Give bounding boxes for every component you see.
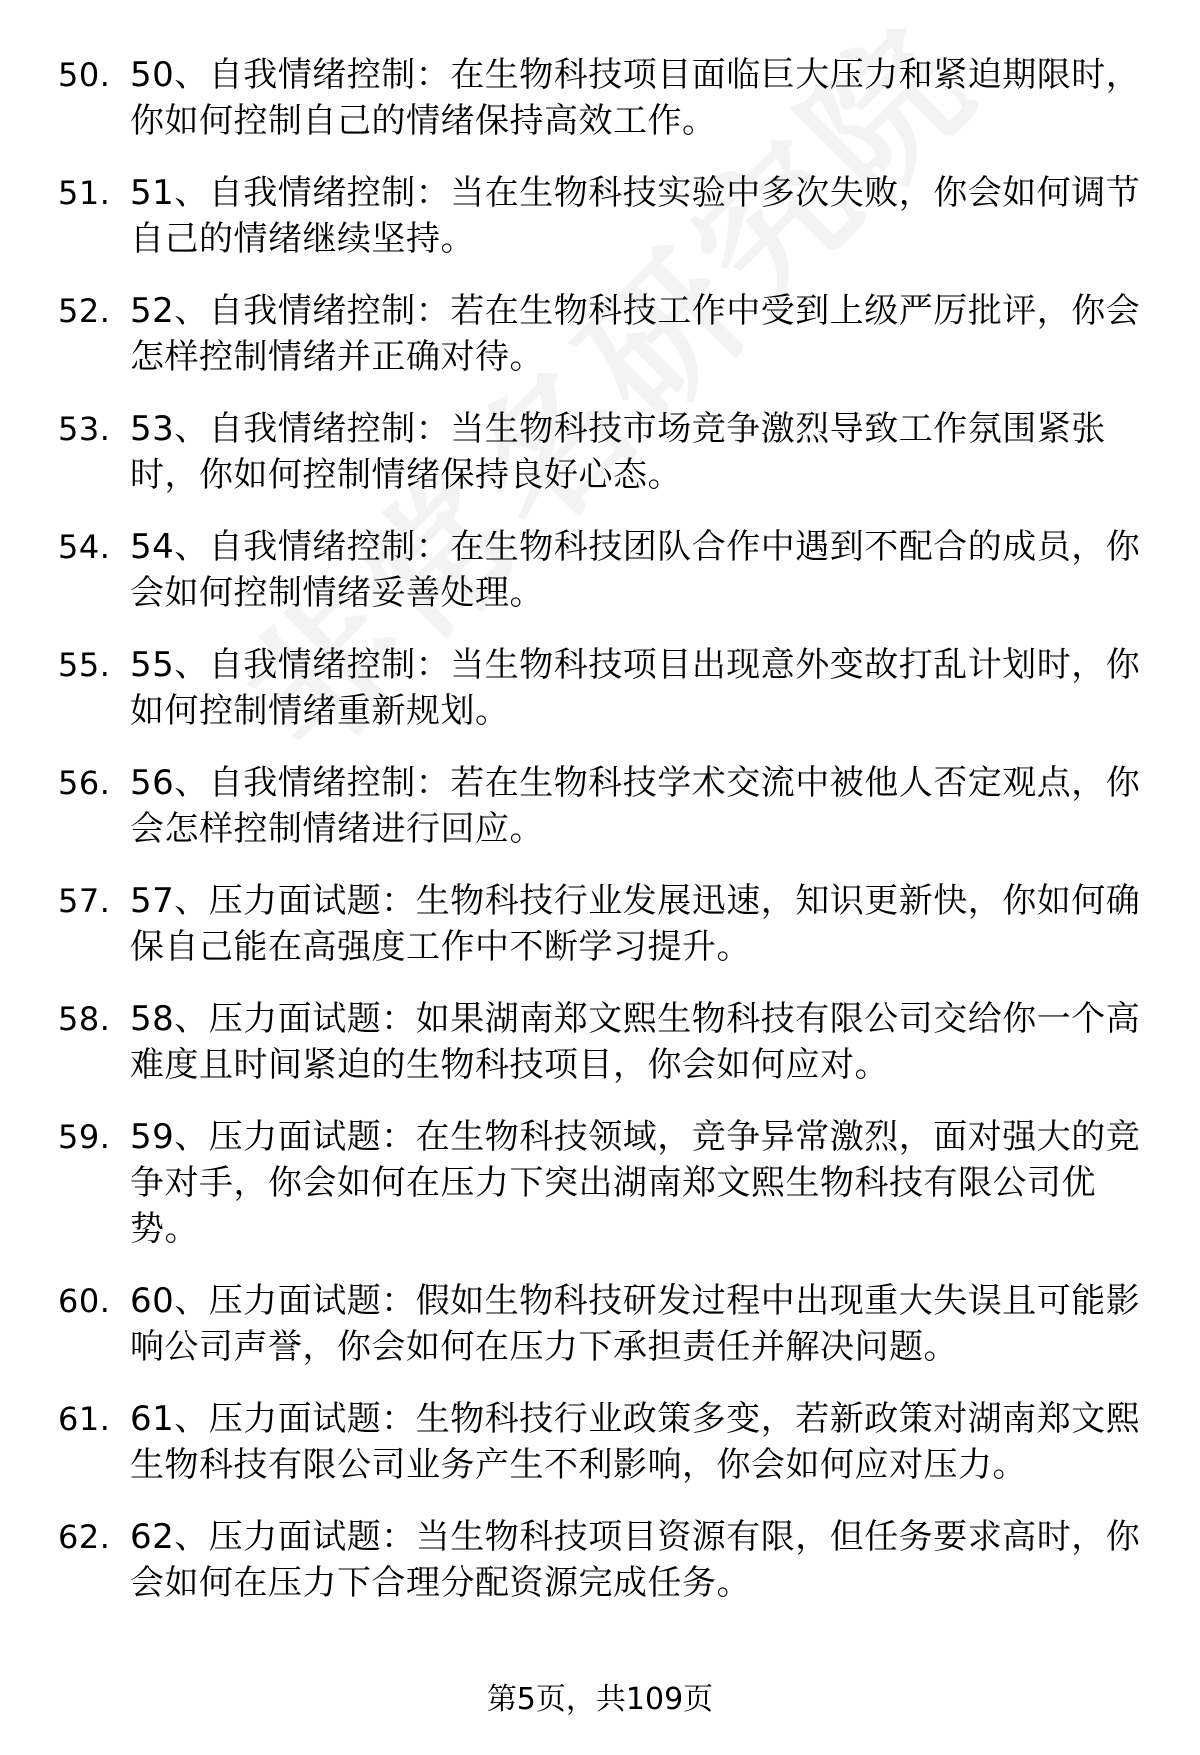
item-text: 56、自我情绪控制：若在生物科技学术交流中被他人否定观点，你会怎样控制情绪进行回应。 (130, 763, 1141, 849)
item-number: 50. (58, 56, 111, 94)
item-text: 59、压力面试题：在生物科技领域，竞争异常激烈，面对强大的竞争对手，你会如何在压力下突出湖南郑文熙生物科技有限公司优势。 (130, 1117, 1141, 1249)
item-number: 53. (58, 410, 111, 448)
item-number: 61. (58, 1400, 111, 1438)
item-text: 61、压力面试题：生物科技行业政策多变，若新政策对湖南郑文熙生物科技有限公司业务产生不利影响，你会如何应对压力。 (130, 1399, 1141, 1485)
item-text: 57、压力面试题：生物科技行业发展迅速，知识更新快，你如何确保自己能在高强度工作中不断学习提升。 (130, 881, 1141, 967)
item-number: 54. (58, 528, 111, 566)
list-item (0, 52, 1200, 144)
page-number-label: 第5页，共109页 (486, 1682, 714, 1717)
list-item (0, 1278, 1200, 1370)
item-text: 52、自我情绪控制：若在生物科技工作中受到上级严厉批评，你会怎样控制情绪并正确对待。 (130, 291, 1141, 377)
item-text: 62、压力面试题：当生物科技项目资源有限，但任务要求高时，你会如何在压力下合理分配资源完成任务。 (130, 1517, 1141, 1603)
item-number: 52. (58, 292, 111, 330)
list-item (0, 878, 1200, 970)
item-text: 54、自我情绪控制：在生物科技团队合作中遇到不配合的成员，你会如何控制情绪妥善处理。 (130, 527, 1141, 613)
item-text: 50、自我情绪控制：在生物科技项目面临巨大压力和紧迫期限时，你如何控制自己的情绪保持高效工作。 (130, 55, 1141, 141)
list-item (0, 524, 1200, 616)
list-item (0, 760, 1200, 852)
item-number: 59. (58, 1118, 111, 1156)
list-item (0, 996, 1200, 1088)
question-list (0, 52, 1200, 1632)
list-item (0, 1114, 1200, 1252)
item-text: 53、自我情绪控制：当生物科技市场竞争激烈导致工作氛围紧张时，你如何控制情绪保持良好心态。 (130, 409, 1106, 495)
item-number: 57. (58, 882, 111, 920)
item-number: 58. (58, 1000, 111, 1038)
list-item (0, 642, 1200, 734)
item-number: 62. (58, 1518, 111, 1556)
item-number: 55. (58, 646, 111, 684)
item-text: 51、自我情绪控制：当在生物科技实验中多次失败，你会如何调节自己的情绪继续坚持。 (130, 173, 1141, 259)
item-number: 56. (58, 764, 111, 802)
list-item (0, 288, 1200, 380)
item-number: 60. (58, 1282, 111, 1320)
list-item (0, 1514, 1200, 1606)
list-item (0, 1396, 1200, 1488)
item-text: 55、自我情绪控制：当生物科技项目出现意外变故打乱计划时，你如何控制情绪重新规划。 (130, 645, 1141, 731)
list-item (0, 406, 1200, 498)
item-text: 58、压力面试题：如果湖南郑文熙生物科技有限公司交给你一个高难度且时间紧迫的生物科技项目，你会如何应对。 (130, 999, 1141, 1085)
page-footer (0, 1680, 1200, 1720)
item-text: 60、压力面试题：假如生物科技研发过程中出现重大失误且可能影响公司声誉，你会如何在压力下承担责任并解决问题。 (130, 1281, 1141, 1367)
list-item (0, 170, 1200, 262)
item-number: 51. (58, 174, 111, 212)
